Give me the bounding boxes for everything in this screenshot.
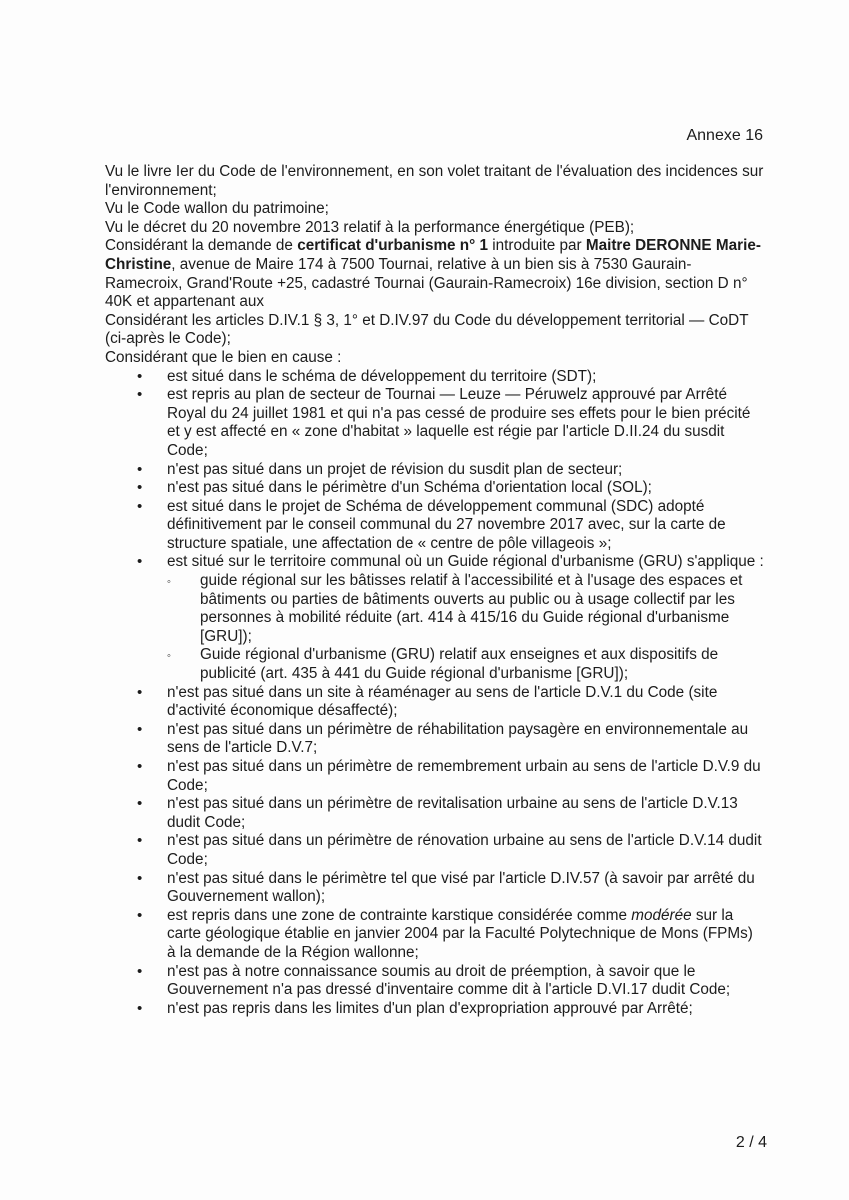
list-item-text: est situé dans le projet de Schéma de développement communal (SDC) adopté définitivement par le conseil communal du 27 novembre 2017 avec, sur la carte de structure spatiale, une affectation de « centre de pôle villageois »;	[167, 497, 726, 552]
karst-italic: modérée	[631, 906, 692, 924]
circle-bullet-icon: ◦	[167, 650, 171, 663]
list-item	[105, 870, 765, 907]
sub-list-item	[167, 572, 765, 646]
karst-before: est repris dans une zone de contrainte karstique considérée comme	[167, 906, 632, 924]
list-item	[105, 1000, 765, 1019]
list-item-text: n'est pas situé dans un périmètre de rénovation urbaine au sens de l'article D.V.14 dudit Code;	[167, 832, 762, 868]
bullet-icon: •	[137, 869, 143, 887]
list-item	[105, 795, 765, 832]
conditions-list	[105, 368, 765, 1019]
list-item-text: est repris au plan de secteur de Tournai — Leuze — Péruwelz approuvé par Arrêté Royal du 24 juillet 1981 et qui n'a pas cessé de produire ses effets pour le bien précité et y est affecté en « zone d'habitat » laquelle est régie par l'article D.II.24 du susdit Code;	[167, 386, 751, 459]
list-item-text: n'est pas situé dans un périmètre de remembrement urbain au sens de l'article D.V.9 du Code;	[167, 758, 761, 794]
list-item-text: est situé dans le schéma de développement du territoire (SDT);	[167, 367, 597, 385]
list-item	[105, 963, 765, 1000]
list-item	[105, 758, 765, 795]
bullet-icon: •	[137, 906, 143, 924]
bullet-icon: •	[137, 497, 143, 515]
bullet-icon: •	[137, 999, 143, 1017]
sub-list-item	[167, 646, 765, 683]
sub-list-item-text: Guide régional d'urbanisme (GRU) relatif aux enseignes et aux dispositifs de publicité (art. 435 à 441 du Guide régional d'urbanisme [GRU]);	[200, 646, 719, 683]
list-item	[105, 721, 765, 758]
paragraph-bien-intro: Considérant que le bien en cause :	[105, 348, 342, 366]
bullet-icon: •	[137, 553, 143, 571]
list-item	[105, 479, 765, 498]
list-item-text: n'est pas situé dans un site à réaménager au sens de l'article D.V.1 du Code (site d'activité économique désaffecté);	[167, 683, 718, 720]
circle-bullet-icon: ◦	[167, 576, 171, 589]
list-item-text: n'est pas situé dans le périmètre d'un Schéma d'orientation local (SOL);	[167, 479, 652, 497]
list-item-text: n'est pas situé dans un périmètre de revitalisation urbaine au sens de l'article D.V.13 dudit Code;	[167, 795, 738, 831]
list-item-text: n'est pas situé dans un projet de révision du susdit plan de secteur;	[167, 460, 623, 478]
paragraph-code-environnement: Vu le livre Ier du Code de l'environnement, en son volet traitant de l'évaluation des incidences sur l'environnement;	[105, 163, 764, 199]
list-item	[105, 832, 765, 869]
list-item	[105, 907, 765, 963]
bullet-icon: •	[137, 962, 143, 980]
bullet-icon: •	[137, 460, 143, 478]
paragraph-code-patrimoine: Vu le Code wallon du patrimoine;	[105, 200, 329, 218]
demande-middle: introduite par	[488, 237, 586, 255]
bullet-icon: •	[137, 367, 143, 385]
list-item	[105, 684, 765, 721]
paragraph-demande	[105, 237, 765, 311]
bullet-icon: •	[137, 832, 143, 850]
bullet-icon: •	[137, 720, 143, 738]
demande-prefix: Considérant la demande de	[105, 237, 298, 255]
list-item	[105, 368, 765, 387]
list-item	[105, 461, 765, 480]
demandeur-name: Maitre DERONNE Marie-Christine	[105, 237, 761, 273]
gru-sub-list	[167, 572, 765, 684]
page-number: 2 / 4	[735, 1134, 767, 1151]
list-item	[105, 553, 765, 683]
paragraph-decret-peb: Vu le décret du 20 novembre 2013 relatif à la performance énergétique (PEB);	[105, 218, 635, 236]
list-item-text: n'est pas repris dans les limites d'un plan d'expropriation approuvé par Arrêté;	[167, 999, 693, 1017]
bullet-icon: •	[137, 479, 143, 497]
annex-label: Annexe 16	[686, 127, 763, 144]
karst-after: sur la carte géologique établie en janvier 2004 par la Faculté Polytechnique de Mons (FPMs) à la demande de la Région wallonne;	[167, 906, 753, 961]
bullet-icon: •	[137, 683, 143, 701]
certificat-label: certificat d'urbanisme n° 1	[297, 237, 489, 255]
demande-rest: , avenue de Maire 174 à 7500 Tournai, relative à un bien sis à 7530 Gaurain-Ramecroix, Grand'Route +25, cadastré Tournai (Gaurain-Ramecroix) 16e division, section D n° 40K et appartenant aux	[105, 255, 748, 311]
paragraph-articles: Considérant les articles D.IV.1 § 3, 1° et D.IV.97 du Code du développement territorial — CoDT (ci-après le Code);	[105, 311, 749, 348]
list-item-text: n'est pas situé dans le périmètre tel que visé par l'article D.IV.57 (à savoir par arrêté du Gouvernement wallon);	[167, 869, 755, 906]
list-item	[105, 498, 765, 554]
bullet-icon: •	[137, 758, 143, 775]
list-item	[105, 386, 765, 460]
document-body	[105, 163, 765, 1018]
list-item-text: n'est pas situé dans un périmètre de réhabilitation paysagère en environnementale au sens de l'article D.V.7;	[167, 720, 749, 757]
bullet-icon: •	[137, 386, 143, 404]
list-item-text: est situé sur le territoire communal où un Guide régional d'urbanisme (GRU) s'applique :	[167, 553, 764, 571]
list-item-text: n'est pas à notre connaissance soumis au droit de préemption, à savoir que le Gouvernement n'a pas dressé d'inventaire comme dit à l'article D.VI.17 dudit Code;	[167, 962, 731, 999]
bullet-icon: •	[137, 795, 143, 813]
sub-list-item-text: guide régional sur les bâtisses relatif à l'accessibilité et à l'usage des espaces et bâtiments ou parties de bâtiments ouverts au public ou à usage collectif par les personnes à mobilité réduite (art. 414 à 415/16 du Guide régional d'urbanisme [GRU]);	[200, 572, 743, 645]
